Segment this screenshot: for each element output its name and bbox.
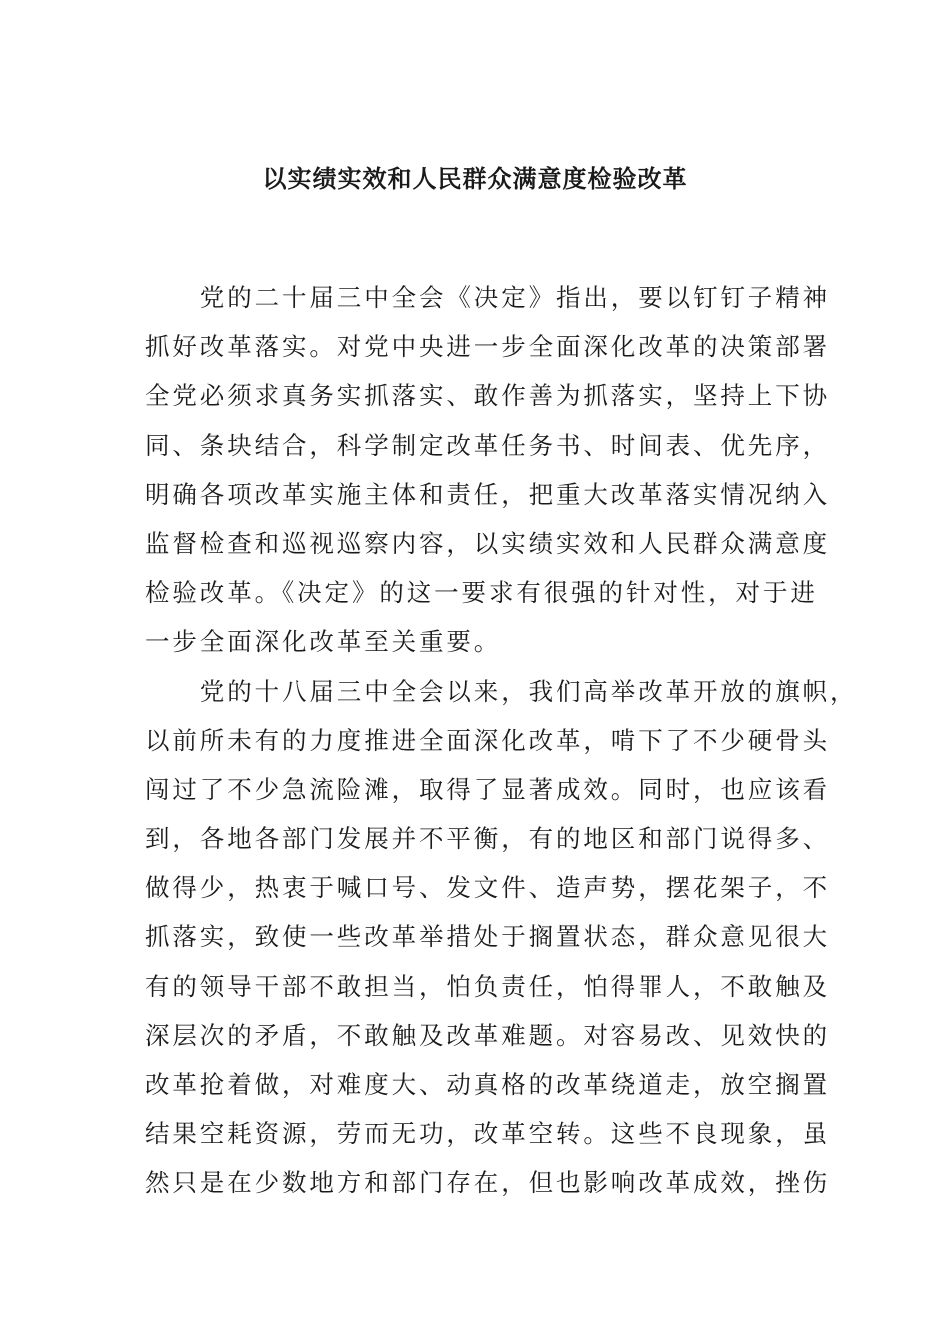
body-line: 结果空耗资源，劳而无功，改革空转。这些不良现象，虽 [145,1119,830,1149]
body-line: 到，各地各部门发展并不平衡，有的地区和部门说得多、 [145,824,830,854]
body-line: 深层次的矛盾，不敢触及改革难题。对容易改、见效快的 [145,1020,830,1050]
body-line: 以前所未有的力度推进全面深化改革，啃下了不少硬骨头 [145,725,830,755]
body-line: 监督检查和巡视巡察内容，以实绩实效和人民群众满意度 [145,528,830,558]
body-line: 全党必须求真务实抓落实、敢作善为抓落实，坚持上下协 [145,381,830,411]
body-line: 检验改革。《决定》的这一要求有很强的针对性，对于进 [145,578,818,608]
body-line: 同、条块结合，科学制定改革任务书、时间表、优先序， [145,430,830,460]
body-line: 闯过了不少急流险滩，取得了显著成效。同时，也应该看 [145,774,830,804]
body-line: 党的二十届三中全会《决定》指出，要以钉钉子精神 [145,283,830,312]
body-line: 有的领导干部不敢担当，怕负责任，怕得罪人，不敢触及 [145,971,830,1001]
body-line: 做得少，热衷于喊口号、发文件、造声势，摆花架子，不 [145,873,830,903]
body-line: 然只是在少数地方和部门存在，但也影响改革成效，挫伤 [145,1168,830,1198]
document-body [145,273,858,1208]
body-line: 抓好改革落实。对党中央进一步全面深化改革的决策部署 [145,332,830,362]
body-line: 抓落实，致使一些改革举措处于搁置状态，群众意见很大 [145,922,830,952]
body-line: 改革抢着做，对难度大、动真格的改革绕道走，放空搁置 [145,1070,830,1099]
body-line: 党的十八届三中全会以来，我们高举改革开放的旗帜， [145,676,858,706]
body-line: 一步全面深化改革至关重要。 [145,627,502,657]
body-line: 明确各项改革实施主体和责任，把重大改革落实情况纳入 [145,479,830,509]
document-title: 以实绩实效和人民群众满意度检验改革 [262,165,688,193]
